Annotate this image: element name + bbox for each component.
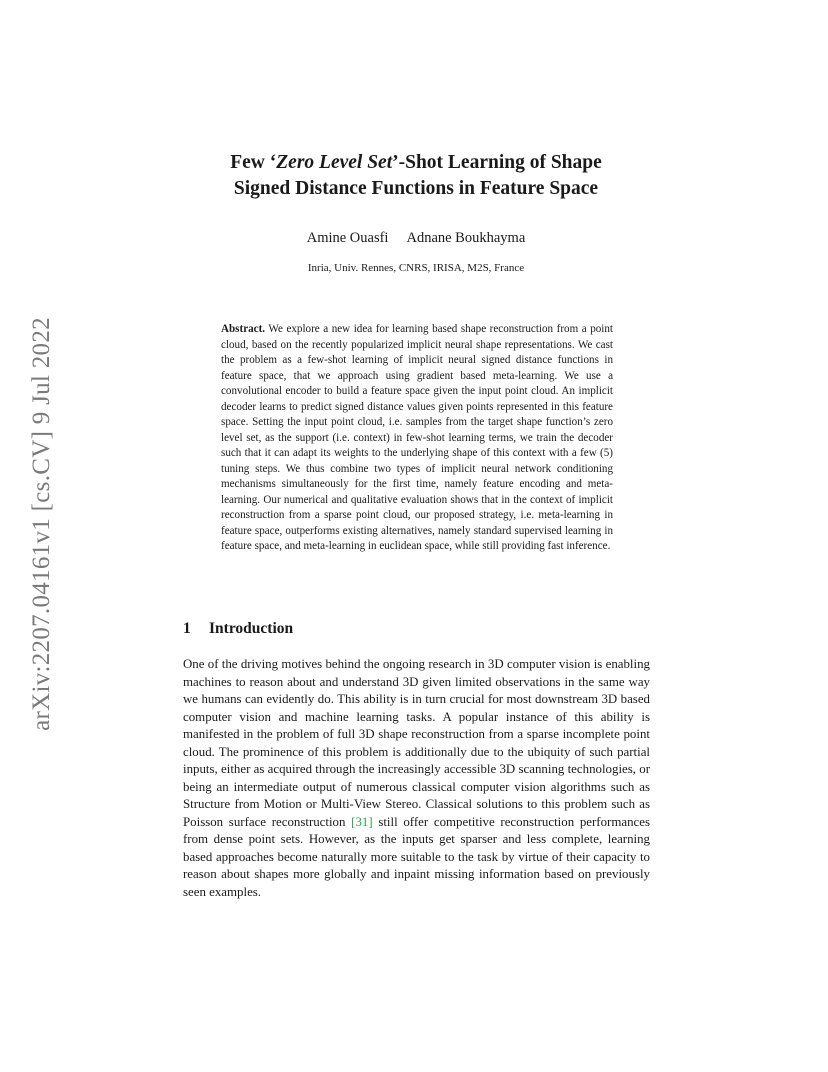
citation-link[interactable]: [31] (351, 814, 373, 829)
author-2: Adnane Boukhayma (406, 230, 526, 246)
section-heading (183, 620, 293, 638)
arxiv-id: arXiv:2207.04161v1 [cs.CV] 9 Jul 2022 (28, 317, 55, 731)
intro-paragraph (183, 656, 650, 901)
author-list (150, 230, 682, 247)
intro-text-before-citation: One of the driving motives behind the ongoing research in 3D computer vision is enabling machines to reason about and understand 3D given limited observations in the same way we humans can evidently do. This ability is in turn crucial for most downstream 3D based computer vision and machine learning tasks. A popular instance of this ability is manifested in the problem of full 3D shape reconstruction from a sparse incomplete point cloud. The prominence of this problem is additionally due to the ubiquity of such partial inputs, either as acquired through the increasingly accessible 3D scanning technologies, or being an intermediate output of numerous classical computer vision algorithms such as Structure from Motion or Multi-View Stereo. Classical solutions to this problem such as Poisson surface reconstruction (183, 657, 650, 829)
title-part-2: ’-Shot Learning of Shape (392, 152, 602, 173)
abstract (221, 322, 613, 555)
author-1: Amine Ouasfi (306, 230, 389, 246)
section-title: Introduction (209, 620, 294, 637)
title-emphasis: Zero Level Set (276, 152, 393, 173)
affiliation: Inria, Univ. Rennes, CNRS, IRISA, M2S, France (307, 262, 525, 274)
paper-title (150, 150, 682, 202)
title-line-2: Signed Distance Functions in Feature Space (233, 178, 599, 199)
intro-text-after-citation: still offer competitive reconstruction performances from dense point sets. However, as the inputs get sparser and less complete, learning based approaches become naturally more suitable to the task by virtue of their capacity to reason about shapes more globally and inpaint missing information based on previously seen examples. (183, 814, 650, 899)
title-part-1: Few ‘ (230, 152, 277, 173)
section-number: 1 (183, 620, 191, 637)
abstract-text: We explore a new idea for learning based shape reconstruction from a point cloud, based on the recently popularized implicit neural shape representations. We cast the problem as a few-shot learning of implicit neural signed distance functions in feature space, that we approach using gradient based meta-learning. We use a convolutional encoder to build a feature space given the input point cloud. An implicit decoder learns to predict signed distance values given points represented in this feature space. Setting the input point cloud, i.e. samples from the target shape function’s zero level set, as the support (i.e. context) in few-shot learning terms, we train the decoder such that it can adapt its weights to the underlying shape of this context with a few (5) tuning steps. We thus combine two types of implicit neural network conditioning mechanisms simultaneously for the first time, namely feature encoding and meta-learning. Our numerical and qualitative evaluation shows that in the context of implicit reconstruction from a sparse point cloud, our proposed strategy, i.e. meta-learning in feature space, outperforms existing alternatives, namely standard supervised learning in feature space, and meta-learning in euclidean space, while still providing fast inference. (221, 323, 613, 552)
abstract-label: Abstract. (221, 323, 266, 335)
